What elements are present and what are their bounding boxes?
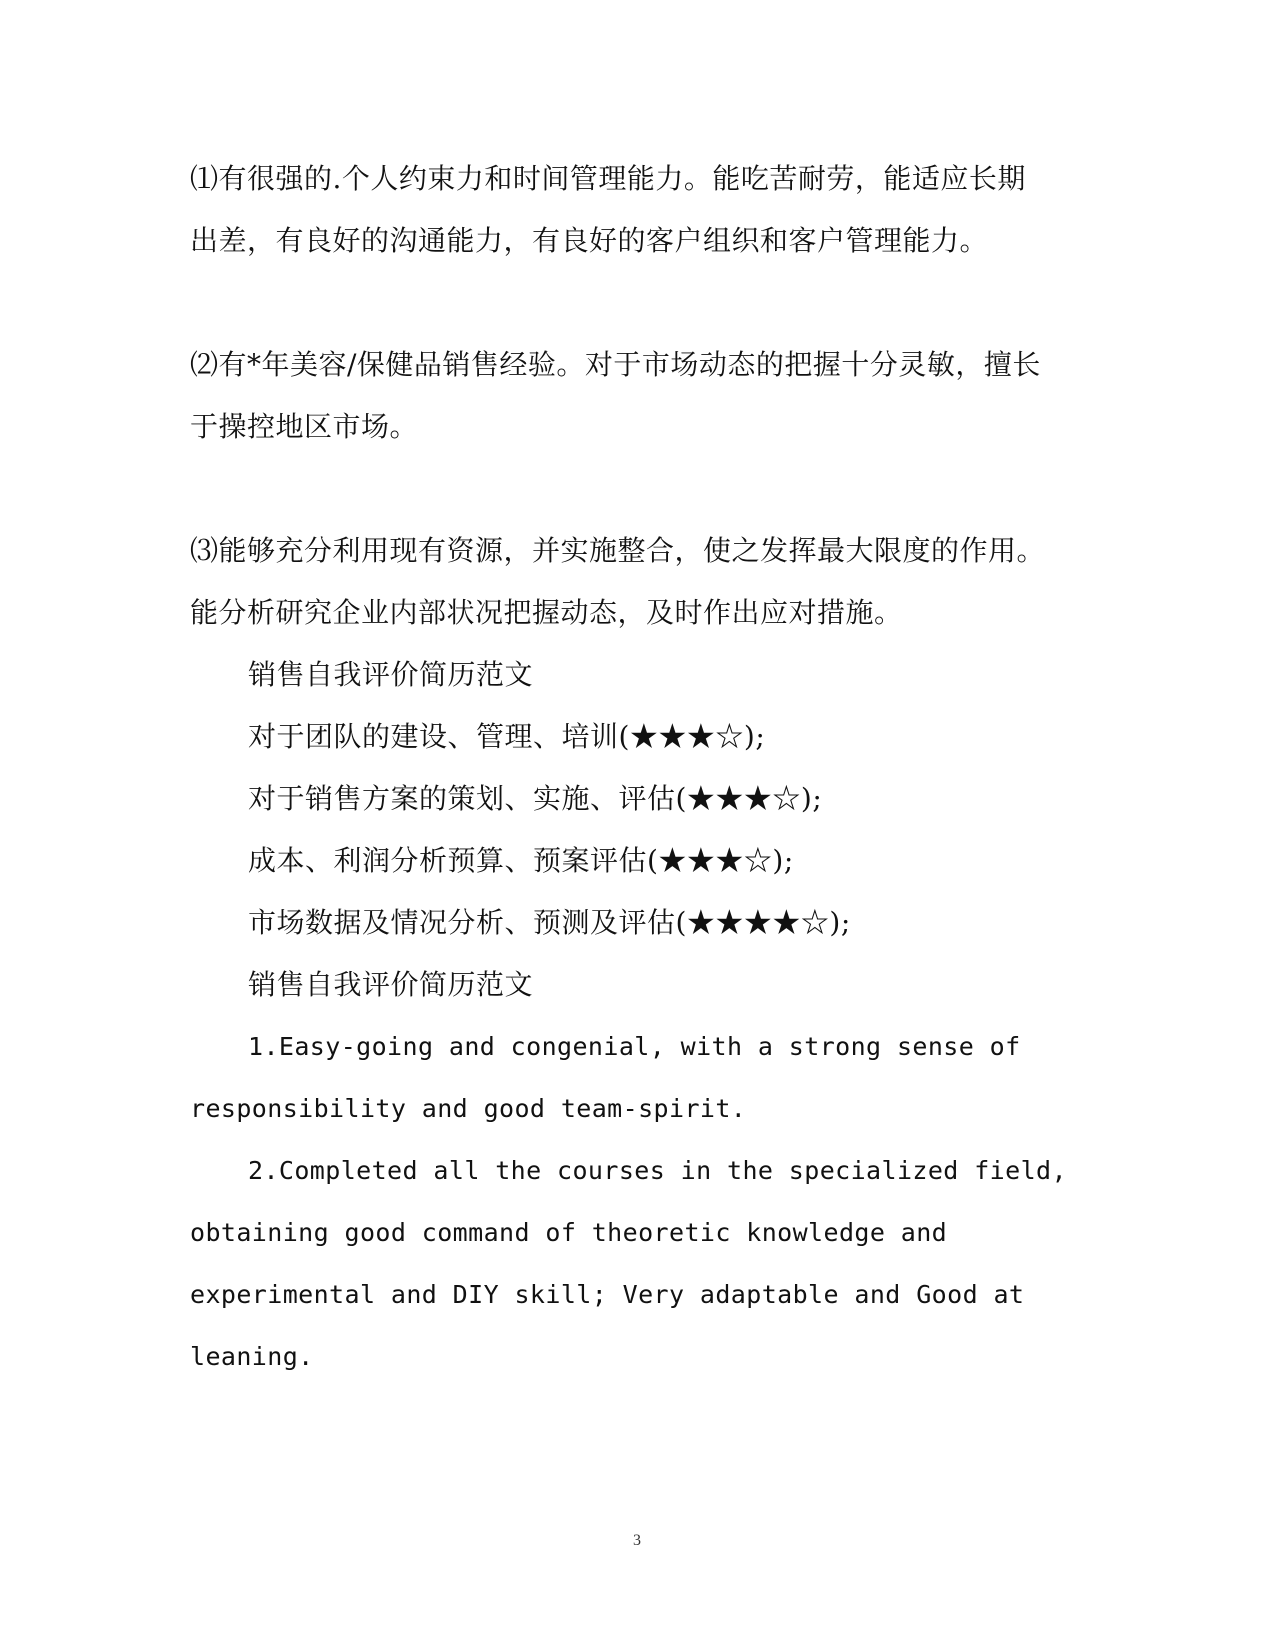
english-item-2-line-2: obtaining good command of theoretic knowledge and (190, 1218, 948, 1247)
paragraph-1-line-2: 出差，有良好的沟通能力，有良好的客户组织和客户管理能力。 (190, 224, 989, 257)
page-number: 3 (633, 1532, 641, 1549)
paragraph-2-line-1: ⑵有*年美容/保健品销售经验。对于市场动态的把握十分灵敏，擅长 (190, 348, 1041, 381)
english-item-1-line-2: responsibility and good team-spirit. (190, 1094, 747, 1123)
skill-item-team-building: 对于团队的建设、管理、培训(★★★☆); (248, 720, 766, 753)
skill-item-market-analysis: 市场数据及情况分析、预测及评估(★★★★☆); (248, 906, 851, 939)
paragraph-3-line-2: 能分析研究企业内部状况把握动态，及时作出应对措施。 (190, 596, 903, 629)
english-item-2-line-3: experimental and DIY skill; Very adaptable and Good at (190, 1280, 1025, 1309)
english-item-2-line-1: 2.Completed all the courses in the specialized field, (248, 1156, 1067, 1185)
paragraph-1-line-1: ⑴有很强的.个人约束力和时间管理能力。能吃苦耐劳，能适应长期 (190, 162, 1026, 195)
skill-item-cost-analysis: 成本、利润分析预算、预案评估(★★★☆); (248, 844, 794, 877)
skill-item-sales-plan: 对于销售方案的策划、实施、评估(★★★☆); (248, 782, 823, 815)
english-item-2-line-4: leaning. (190, 1342, 314, 1371)
section-heading-2: 销售自我评价简历范文 (248, 968, 534, 1001)
english-item-1-line-1: 1.Easy-going and congenial, with a strong sense of (248, 1032, 1021, 1061)
paragraph-2-line-2: 于操控地区市场。 (190, 410, 419, 443)
paragraph-3-line-1: ⑶能够充分利用现有资源，并实施整合，使之发挥最大限度的作用。 (190, 534, 1046, 567)
section-heading-1: 销售自我评价简历范文 (248, 658, 534, 691)
